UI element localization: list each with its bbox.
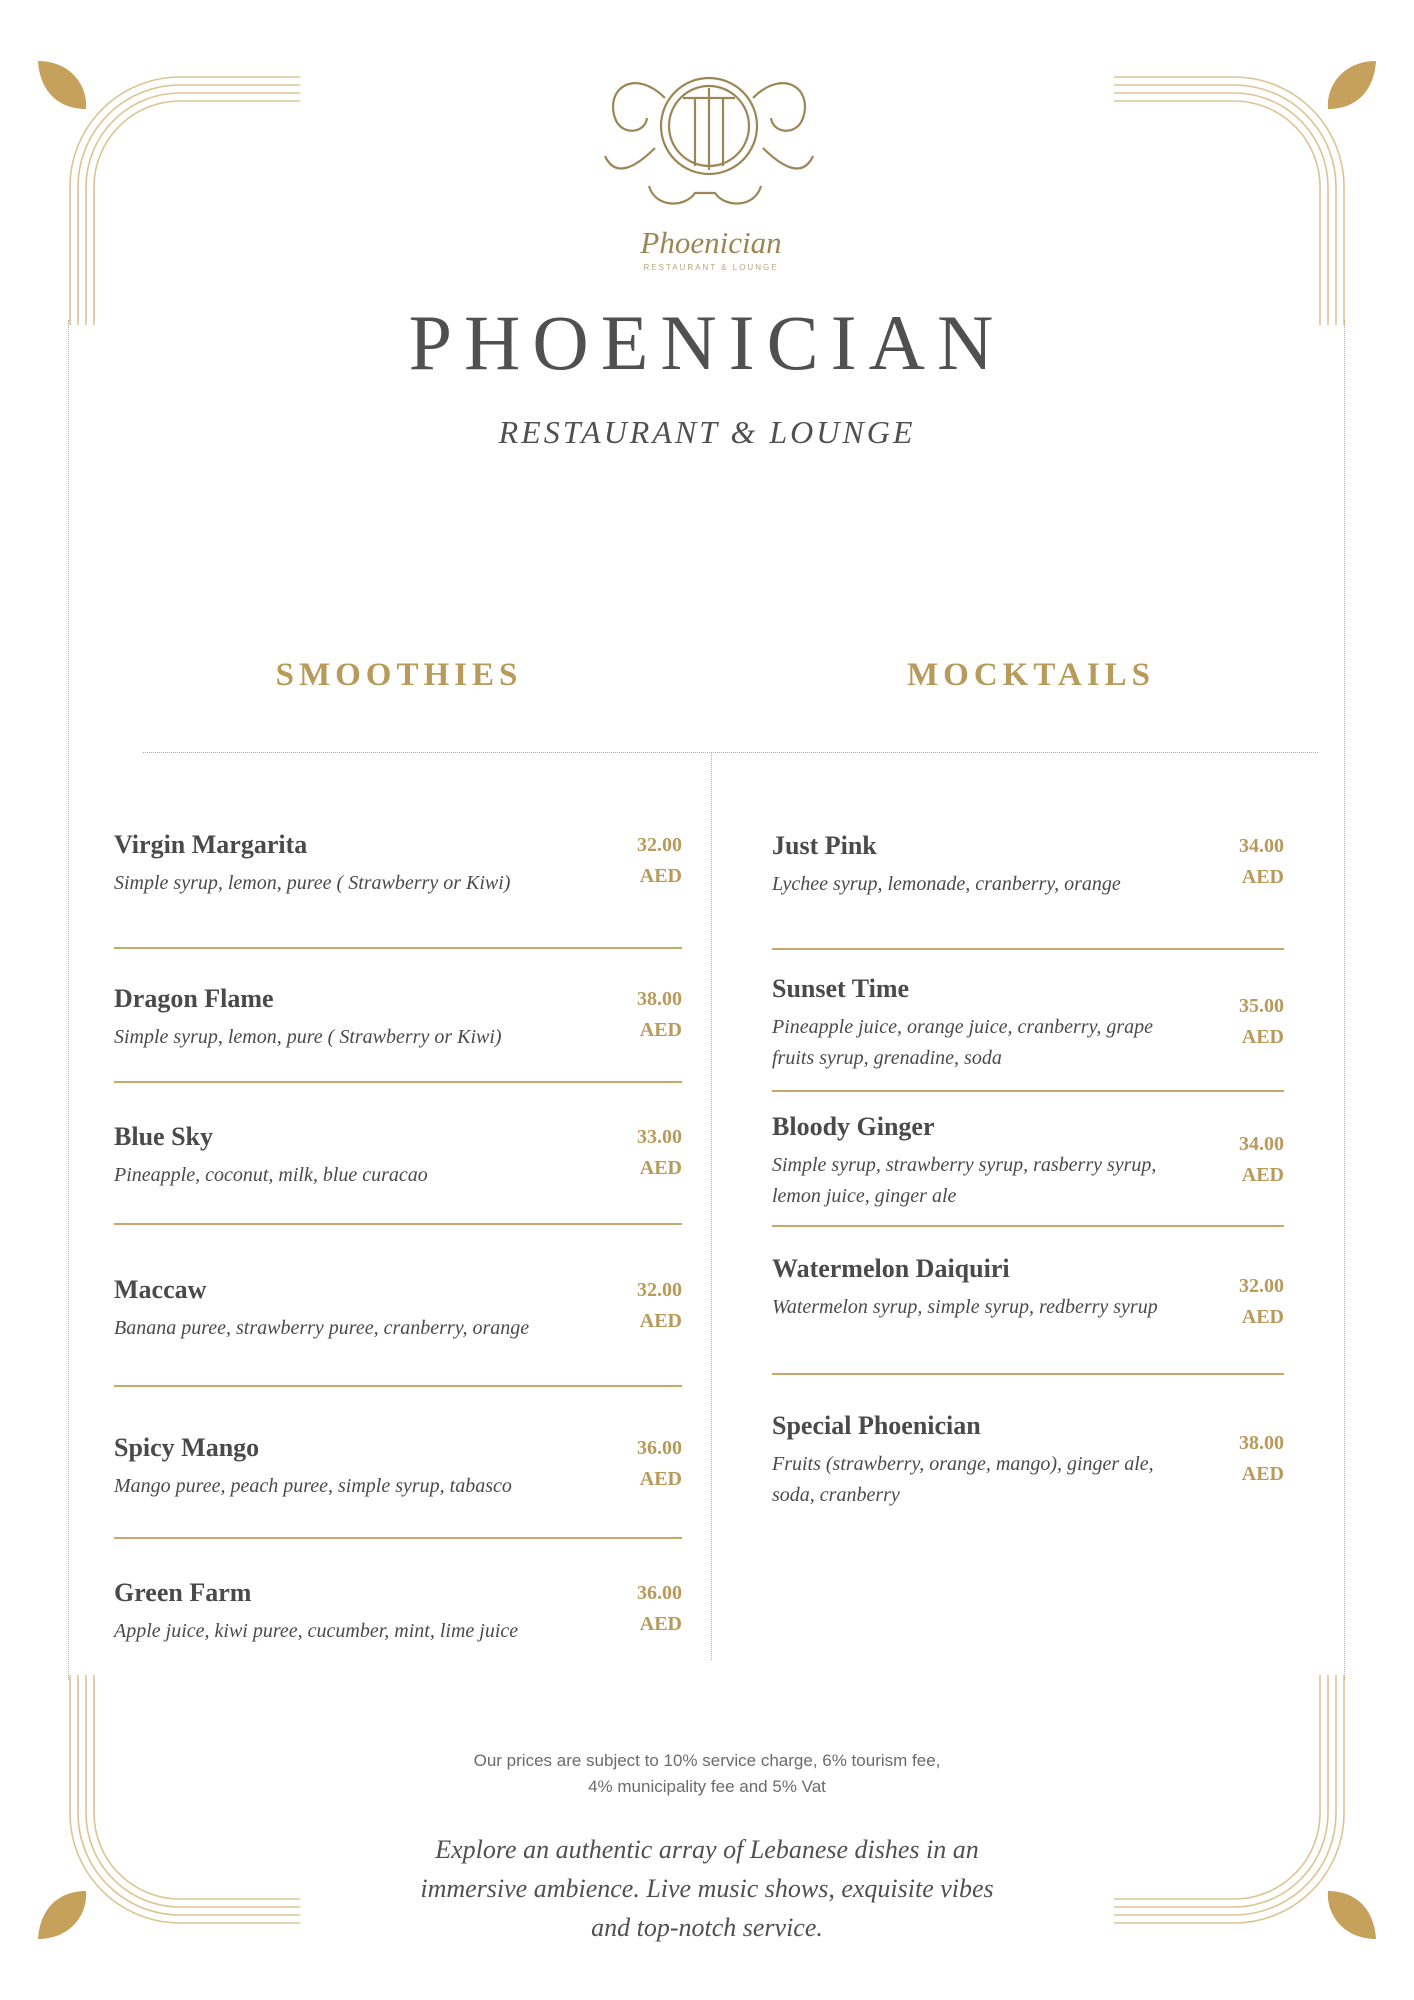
header-divider [143, 752, 1318, 753]
item-description: Lychee syrup, lemonade, cranberry, orange [772, 873, 1121, 895]
item-separator [772, 1225, 1284, 1227]
item-price: 32.00 AED [1239, 1275, 1284, 1328]
item-price: 33.00 AED [637, 1126, 682, 1179]
phoenician-logo [595, 58, 827, 283]
list-item [114, 1433, 682, 1513]
list-item [772, 831, 1284, 911]
left-border-line [68, 320, 69, 1680]
item-name: Spicy Mango [114, 1433, 260, 1462]
list-item [772, 1411, 1284, 1511]
item-price: 32.00 AED [637, 1279, 682, 1332]
logo-wordmark: Phoenician [640, 225, 782, 260]
item-description: Simple syrup, strawberry syrup, rasberry syrup, lemon juice, ginger ale [772, 1154, 1157, 1207]
item-name: Blue Sky [114, 1122, 213, 1151]
item-price: 38.00 AED [1239, 1432, 1284, 1485]
item-name: Sunset Time [772, 974, 910, 1003]
item-name: Watermelon Daiquiri [772, 1254, 1010, 1283]
list-item [114, 984, 682, 1064]
item-name: Special Phoenician [772, 1411, 981, 1440]
item-description: Apple juice, kiwi puree, cucumber, mint, lime juice [114, 1620, 519, 1642]
item-description: Pineapple juice, orange juice, cranberry, grape fruits syrup, grenadine, soda [772, 1016, 1154, 1069]
item-separator [114, 1537, 682, 1539]
right-border-line [1344, 320, 1345, 1680]
logo-subtext: RESTAURANT & LOUNGE [643, 263, 779, 272]
item-description: Mango puree, peach puree, simple syrup, tabasco [114, 1475, 512, 1497]
list-item [114, 1122, 682, 1202]
item-price: 38.00 AED [637, 988, 682, 1041]
item-price: 34.00 AED [1239, 835, 1284, 888]
item-description: Banana puree, strawberry puree, cranberry, orange [114, 1317, 530, 1339]
list-item [772, 1112, 1284, 1212]
item-separator [114, 1081, 682, 1083]
item-name: Virgin Margarita [114, 830, 308, 859]
item-name: Bloody Ginger [772, 1112, 935, 1141]
item-price: 34.00 AED [1239, 1133, 1284, 1186]
list-item [772, 974, 1284, 1074]
item-description: Simple syrup, lemon, puree ( Strawberry or Kiwi) [114, 872, 511, 894]
column-divider [711, 752, 712, 1660]
list-item [114, 1578, 682, 1658]
item-separator [772, 948, 1284, 950]
item-name: Dragon Flame [114, 984, 274, 1013]
item-description: Fruits (strawberry, orange, mango), ginger ale, soda, cranberry [772, 1453, 1154, 1506]
item-separator [114, 1385, 682, 1387]
item-name: Green Farm [114, 1578, 252, 1607]
list-item [114, 830, 682, 910]
page-subtitle: RESTAURANT & LOUNGE [498, 414, 916, 450]
item-description: Watermelon syrup, simple syrup, redberry syrup [772, 1296, 1158, 1318]
mocktails-heading: MOCKTAILS [907, 657, 1155, 693]
list-item [772, 1254, 1284, 1354]
item-separator [772, 1373, 1284, 1375]
restaurant-tagline: Explore an authentic array of Lebanese dishes in an immersive ambience. Live music shows, exquisite vibes and top-notch service. [420, 1835, 994, 1942]
item-price: 35.00 AED [1239, 995, 1284, 1048]
item-separator [114, 947, 682, 949]
item-price: 36.00 AED [637, 1437, 682, 1490]
item-separator [772, 1090, 1284, 1092]
page-title: PHOENICIAN [408, 299, 1006, 386]
item-description: Pineapple, coconut, milk, blue curacao [114, 1164, 428, 1186]
item-name: Just Pink [772, 831, 877, 860]
item-description: Simple syrup, lemon, pure ( Strawberry or Kiwi) [114, 1026, 502, 1048]
corner-ornament-top-right [1104, 55, 1384, 335]
item-price: 32.00 AED [637, 834, 682, 887]
list-item [114, 1275, 682, 1355]
item-separator [114, 1223, 682, 1225]
item-name: Maccaw [114, 1275, 207, 1304]
smoothies-heading: SMOOTHIES [275, 657, 523, 693]
corner-ornament-top-left [30, 55, 310, 335]
price-disclaimer: Our prices are subject to 10% service charge, 6% tourism fee, 4% municipality fee and 5% Vat [473, 1751, 941, 1796]
item-price: 36.00 AED [637, 1582, 682, 1635]
